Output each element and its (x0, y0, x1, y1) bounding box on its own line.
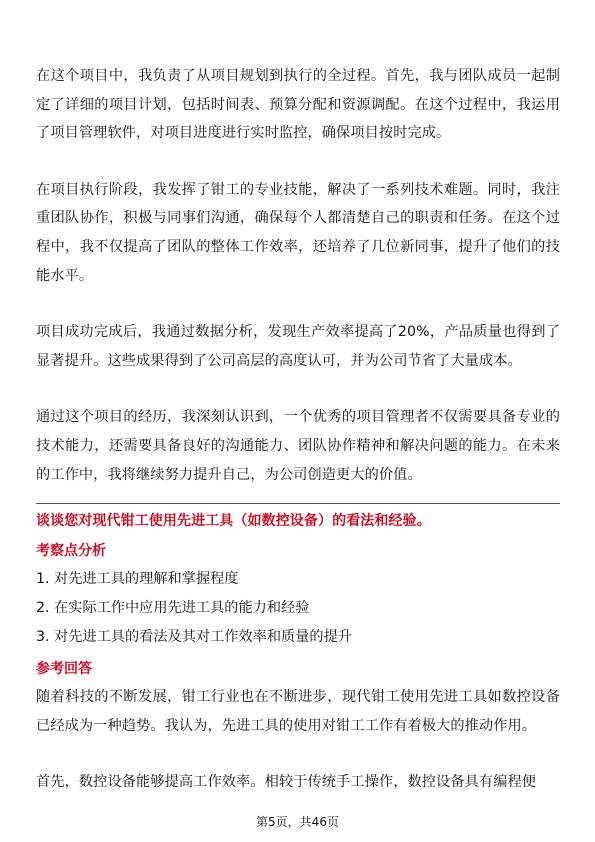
paragraph: 在这个项目中，我负责了从项目规划到执行的全过程。首先，我与团队成员一起制定了详细的项目计划，包括时间表、预算分配和资源调配。在这个过程中，我运用了项目管理软件，对项目进度进行实时监控，确保项目按时完成。 (36, 68, 560, 142)
question-title: 谈谈您对现代钳工使用先进工具（如数控设备）的看法和经验。 (36, 513, 431, 529)
paragraph: 首先，数控设备能够提高工作效率。相较于传统手工操作，数控设备具有编程便 (36, 774, 537, 791)
list-item: 1. 对先进工具的理解和掌握程度 (36, 571, 239, 587)
list-item: 3. 对先进工具的看法及其对工作效率和质量的提升 (36, 629, 352, 645)
paragraph: 随着科技的不断发展，钳工行业也在不断进步，现代钳工使用先进工具如数控设备已经成为一种趋势。我认为，先进工具的使用对钳工工作有着极大的推动作用。 (36, 689, 560, 734)
body-text (36, 62, 560, 489)
paragraph: 通过这个项目的经历，我深刻认识到，一个优秀的项目管理者不仅需要具备专业的技术能力，还需要具备良好的沟通能力、团队协作精神和解决问题的能力。在未来的工作中，我将继续努力提升自己，为公司创造更大的价值。 (36, 409, 560, 483)
analysis-list (36, 565, 560, 652)
reference-answer (36, 683, 560, 797)
list-item: 2. 在实际工作中应用先进工具的能力和经验 (36, 600, 310, 616)
reference-heading: 参考回答 (36, 661, 92, 677)
divider (36, 503, 560, 504)
paragraph: 在项目执行阶段，我发挥了钳工的专业技能，解决了一系列技术难题。同时，我注重团队协作，积极与同事们沟通，确保每个人都清楚自己的职责和任务。在这个过程中，我不仅提高了团队的整体工作效率，还培养了几位新同事，提升了他们的技能水平。 (36, 181, 560, 284)
page-footer: 第5页，共46页 (256, 815, 339, 829)
paragraph: 项目成功完成后，我通过数据分析，发现生产效率提高了20%，产品质量也得到了显著提升。这些成果得到了公司高层的高度认可，并为公司节省了大量成本。 (36, 324, 560, 369)
analysis-heading: 考察点分析 (36, 543, 106, 559)
